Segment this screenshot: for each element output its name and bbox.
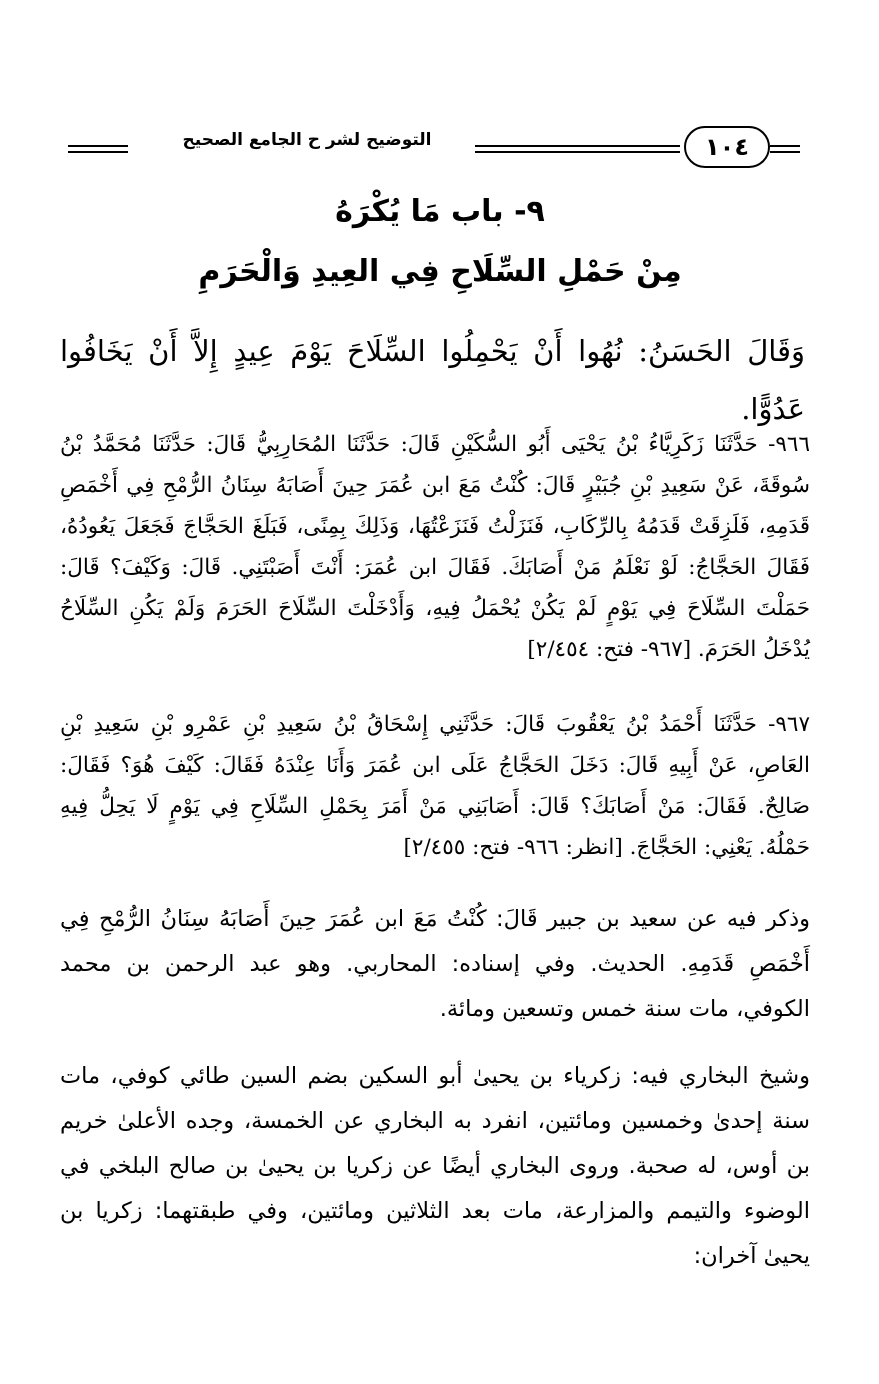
hasan-quote: وَقَالَ الحَسَنُ: نُهُوا أَنْ يَحْمِلُوا السِّلَاحَ يَوْمَ عِيدٍ إِلاَّ أَنْ يَخَافُوا عَدُوًّا. <box>60 334 805 426</box>
running-header <box>60 118 800 178</box>
header-rule <box>770 151 800 153</box>
hadith-966: ٩٦٦- حَدَّثَنَا زَكَرِيَّاءُ بْنُ يَحْيَى أَبُو السُّكَيْنِ قَالَ: حَدَّثَنَا المُحَارِبِيُّ قَالَ: حَدَّثَنَا مُحَمَّدُ بْنُ سُوقَةَ، عَنْ سَعِيدِ بْنِ جُبَيْرٍ قَالَ: كُنْتُ مَعَ ابن عُمَرَ حِينَ أَصَابَهُ سِنَانُ الرُّمْحِ فِي أَخْمَصِ قَدَمِهِ، فَلَزِقَتْ قَدَمُهُ بِالرِّكَابِ، فَنَزَلْتُ فَنَزَعْتُهَا، وَذَلِكَ بِمِنًى، فَبَلَغَ الحَجَّاجَ فَجَعَلَ يَعُودُهُ، فَقَالَ الحَجَّاجُ: لَوْ نَعْلَمُ مَنْ أَصَابَكَ. فَقَالَ ابن عُمَرَ: أَنْتَ أَصَبْتَنِي. قَالَ: وَكَيْفَ؟ قَالَ: حَمَلْتَ السِّلَاحَ فِي يَوْمٍ لَمْ يَكُنْ يُحْمَلُ فِيهِ، وَأَدْخَلْتَ السِّلَاحَ الحَرَمَ وَلَمْ يَكُنِ السِّلَاحُ يُدْخَلُ الحَرَمَ. [٩٦٧- فتح: ٢/٤٥٤] <box>60 432 811 662</box>
commentary-paragraph: وذكر فيه عن سعيد بن جبير قَالَ: كُنْتُ مَعَ ابن عُمَرَ حِينَ أَصَابَهُ سِنَانُ الرُّمْحِ فِي أَخْمَصِ قَدَمِهِ. الحديث. وفي إسناده: المحاربي. وهو عبد الرحمن بن محمد الكوفي، مات سنة خمس وتسعين ومائة. <box>60 906 810 1022</box>
chapter-subtitle: مِنْ حَمْلِ السِّلَاحِ فِي العِيدِ وَالْحَرَمِ <box>198 254 682 289</box>
page-number: ١٠٤ <box>684 126 770 168</box>
chapter-title: ٩- باب مَا يُكْرَهُ <box>335 194 545 229</box>
commentary-paragraph: وشيخ البخاري فيه: زكرياء بن يحيىٰ أبو السكين بضم السين طائي كوفي، مات سنة إحدىٰ وخمسين ومائتين، انفرد به البخاري عن الخمسة، وجده الأعلىٰ خريم بن أوس، له صحبة. وروى البخاري أيضًا عن زكريا بن يحيىٰ بن صالح البلخي في الوضوء والتيمم والمزارعة، مات بعد الثلاثين ومائتين، وفي طبقتهما: زكريا بن يحيىٰ آخران: <box>60 1063 810 1269</box>
header-rule <box>68 145 128 147</box>
book-title: التوضيح لشر ح الجامع الصحيح <box>182 130 432 150</box>
header-rule <box>68 151 128 153</box>
header-rule <box>770 145 800 147</box>
header-rule <box>475 151 680 153</box>
header-rule <box>475 145 680 147</box>
hadith-967: ٩٦٧- حَدَّثَنَا أَحْمَدُ بْنُ يَعْقُوبَ قَالَ: حَدَّثَنِي إِسْحَاقُ بْنُ سَعِيدِ بْنِ عَمْرِو بْنِ سَعِيدِ بْنِ العَاصِ، عَنْ أَبِيهِ قَالَ: دَخَلَ الحَجَّاجُ عَلَى ابن عُمَرَ وَأَنَا عِنْدَهُ فَقَالَ: كَيْفَ هُوَ؟ فَقَالَ: صَالِحٌ. فَقَالَ: مَنْ أَصَابَكَ؟ قَالَ: أَصَابَنِي مَنْ أَمَرَ بِحَمْلِ السِّلَاحِ فِي يَوْمٍ لَا يَحِلُّ فِيهِ حَمْلُهُ. يَعْنِي: الحَجَّاجَ. [انظر: ٩٦٦- فتح: ٢/٤٥٥] <box>60 712 810 860</box>
